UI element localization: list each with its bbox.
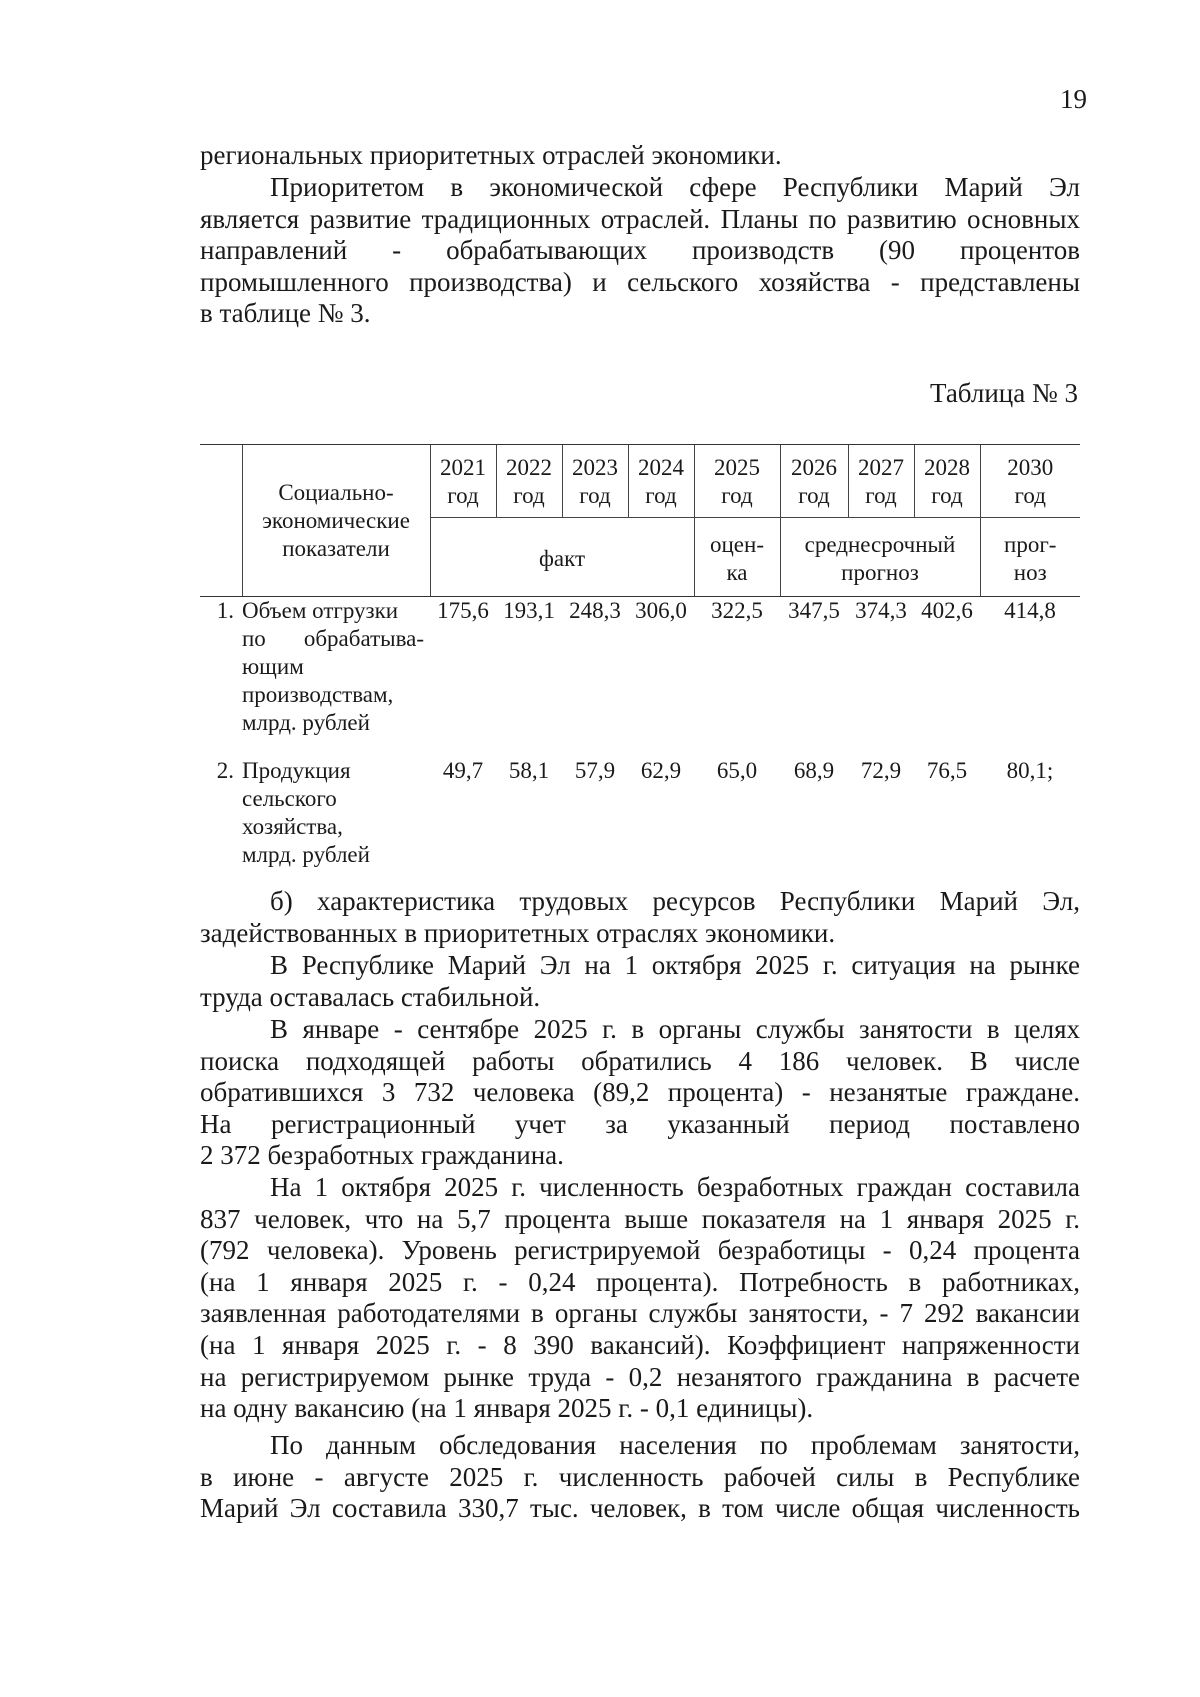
year-value: 2025 xyxy=(714,455,760,480)
text-line: промышленного производства) и сельского хозяйства - представлены xyxy=(200,266,1080,297)
year-unit: год xyxy=(798,483,830,508)
paragraph-survey xyxy=(200,1430,1080,1525)
phase-label: прог- xyxy=(1004,532,1057,557)
text-line: является развитие традиционных отраслей. Планы по развитию основных xyxy=(200,203,1080,234)
year-value: 2024 xyxy=(638,455,684,480)
phase-label: ноз xyxy=(1013,560,1047,585)
text-line: По данным обследования населения по проблемам занятости, xyxy=(270,1430,1080,1460)
row-value: 402,6 xyxy=(921,598,973,623)
row-name xyxy=(242,757,430,869)
row-value: 65,0 xyxy=(716,758,758,783)
text-line: В Республике Марий Эл на 1 октября 2025 г. ситуация на рынке xyxy=(270,950,1080,980)
row-name xyxy=(242,597,430,738)
table-header-blank xyxy=(200,445,242,597)
paragraph-employment-service xyxy=(200,1014,1080,1172)
text-line: На 1 октября 2025 г. численность безработных граждан составила xyxy=(270,1172,1080,1202)
year-value: 2023 xyxy=(572,455,618,480)
row-name-line: Объем отгрузки xyxy=(242,598,399,623)
text-line: (на 1 января 2025 г. - 0,24 процента). Потребность в работниках, xyxy=(200,1266,1080,1297)
year-header-2023 xyxy=(562,445,628,518)
year-unit: год xyxy=(513,483,545,508)
row-value: 62,9 xyxy=(640,758,682,783)
row-name-line: производствам, xyxy=(242,682,394,707)
paragraph-labor-resources xyxy=(200,886,1080,949)
row-value: 248,3 xyxy=(569,598,621,623)
row-name-line: сельского xyxy=(242,786,337,811)
year-header-2025 xyxy=(694,445,780,518)
paragraph-labor-market xyxy=(200,950,1080,1013)
header-label-line: показатели xyxy=(282,535,390,561)
year-value: 2021 xyxy=(440,455,486,480)
row-value: 76,5 xyxy=(926,758,968,783)
year-value: 2026 xyxy=(791,455,837,480)
text-line: направлений - обрабатывающих производств (90 процентов xyxy=(200,235,1080,266)
text-line: б) характеристика трудовых ресурсов Республики Марий Эл, xyxy=(270,886,1080,916)
row-value: 72,9 xyxy=(860,758,902,783)
row-name-line: по обрабатыва- xyxy=(242,626,424,651)
phase-label: прогноз xyxy=(841,560,919,585)
text-line: труда оставалась стабильной. xyxy=(200,981,541,1012)
header-label-line: экономические xyxy=(262,507,410,533)
year-unit: год xyxy=(721,483,753,508)
year-unit: год xyxy=(579,483,611,508)
year-header-2027 xyxy=(848,445,914,518)
year-header-2022 xyxy=(496,445,562,518)
year-unit: год xyxy=(447,483,479,508)
row-value: 57,9 xyxy=(574,758,616,783)
row-value: 49,7 xyxy=(442,758,484,783)
text-line: обратившихся 3 732 человека (89,2 процента) - незанятые граждане. xyxy=(200,1077,1080,1108)
paragraph-continuation xyxy=(200,140,1080,172)
text-line: поиска подходящей работы обратились 4 186 человек. В числе xyxy=(200,1045,1080,1076)
row-value: 58,1 xyxy=(508,758,550,783)
row-value: 68,9 xyxy=(793,758,835,783)
year-header-2030 xyxy=(980,445,1080,518)
row-value: 193,1 xyxy=(503,598,555,623)
text-line: Марий Эл составила 330,7 тыс. человек, в том числе общая численность xyxy=(200,1493,1080,1524)
row-spacer xyxy=(200,737,1080,757)
text-line: В январе - сентябре 2025 г. в органы службы занятости в целях xyxy=(270,1014,1080,1044)
row-name-line: ющим xyxy=(242,654,304,679)
table-row xyxy=(200,757,1080,869)
text-line: (792 человека). Уровень регистрируемой безработицы - 0,24 процента xyxy=(200,1235,1080,1266)
year-header-2024 xyxy=(628,445,694,518)
year-unit: год xyxy=(865,483,897,508)
phase-fact xyxy=(430,518,694,597)
row-name-line: Продукция xyxy=(242,758,351,783)
row-value: 347,5 xyxy=(788,598,840,623)
phase-estimate xyxy=(694,518,780,597)
text-line: (на 1 января 2025 г. - 8 390 вакансий). Коэффициент напряженности xyxy=(200,1329,1080,1360)
text-line: задействованных в приоритетных отраслях экономики. xyxy=(200,917,836,948)
year-header-2028 xyxy=(914,445,980,518)
text-line: региональных приоритетных отраслей экономики. xyxy=(200,140,782,170)
text-line: 2 372 безработных гражданина. xyxy=(200,1140,564,1171)
row-value: 374,3 xyxy=(855,598,907,623)
paragraph-unemployment xyxy=(200,1172,1080,1425)
phase-label: оцен- xyxy=(710,532,764,557)
text-line: заявленная работодателями в органы службы занятости, - 7 292 вакансии xyxy=(200,1298,1080,1329)
paragraph-priority xyxy=(200,172,1080,330)
row-name-line: хозяйства, xyxy=(242,814,343,839)
row-spacer-cell xyxy=(200,737,1080,757)
row-index: 2. xyxy=(216,758,234,783)
row-name-line: млрд. рублей xyxy=(242,842,370,867)
phase-label: факт xyxy=(538,546,586,571)
table-row xyxy=(200,597,1080,738)
row-value: 306,0 xyxy=(635,598,687,623)
text-line: На регистрационный учет за указанный период поставлено xyxy=(200,1108,1080,1139)
year-header-2026 xyxy=(780,445,848,518)
year-value: 2030 xyxy=(1007,455,1054,480)
table-header-years-row xyxy=(200,445,1080,518)
page-number: 19 xyxy=(1060,84,1087,114)
year-value: 2022 xyxy=(506,455,552,480)
year-unit: год xyxy=(1014,483,1046,508)
text-line: Приоритетом в экономической сфере Республики Марий Эл xyxy=(270,172,1080,202)
table-header-label xyxy=(242,445,430,597)
row-value: 175,6 xyxy=(437,598,489,623)
year-unit: год xyxy=(931,483,963,508)
row-value: 80,1; xyxy=(1006,758,1054,783)
row-value: 322,5 xyxy=(711,598,763,623)
year-value: 2027 xyxy=(858,455,904,480)
year-value: 2028 xyxy=(924,455,970,480)
indicators-table xyxy=(200,444,1080,869)
row-index: 1. xyxy=(216,598,234,623)
text-line: на одну вакансию (на 1 января 2025 г. - 0,1 единицы). xyxy=(200,1393,814,1424)
text-line: на регистрируемом рынке труда - 0,2 незанятого гражданина в расчете xyxy=(200,1361,1080,1392)
year-unit: год xyxy=(645,483,677,508)
row-value: 414,8 xyxy=(1004,598,1056,623)
year-header-2021 xyxy=(430,445,496,518)
text-line: в июне - августе 2025 г. численность рабочей силы в Республике xyxy=(200,1461,1080,1492)
table-caption: Таблица № 3 xyxy=(930,378,1078,408)
text-line: 837 человек, что на 5,7 процента выше показателя на 1 января 2025 г. xyxy=(200,1203,1080,1234)
phase-label: среднесрочный xyxy=(804,532,956,557)
text-line: в таблице № 3. xyxy=(200,298,371,329)
row-name-line: млрд. рублей xyxy=(242,710,370,735)
phase-label: ка xyxy=(726,560,748,585)
phase-forecast xyxy=(980,518,1080,597)
phase-medium-term xyxy=(780,518,980,597)
header-label-line: Социально- xyxy=(278,479,394,505)
